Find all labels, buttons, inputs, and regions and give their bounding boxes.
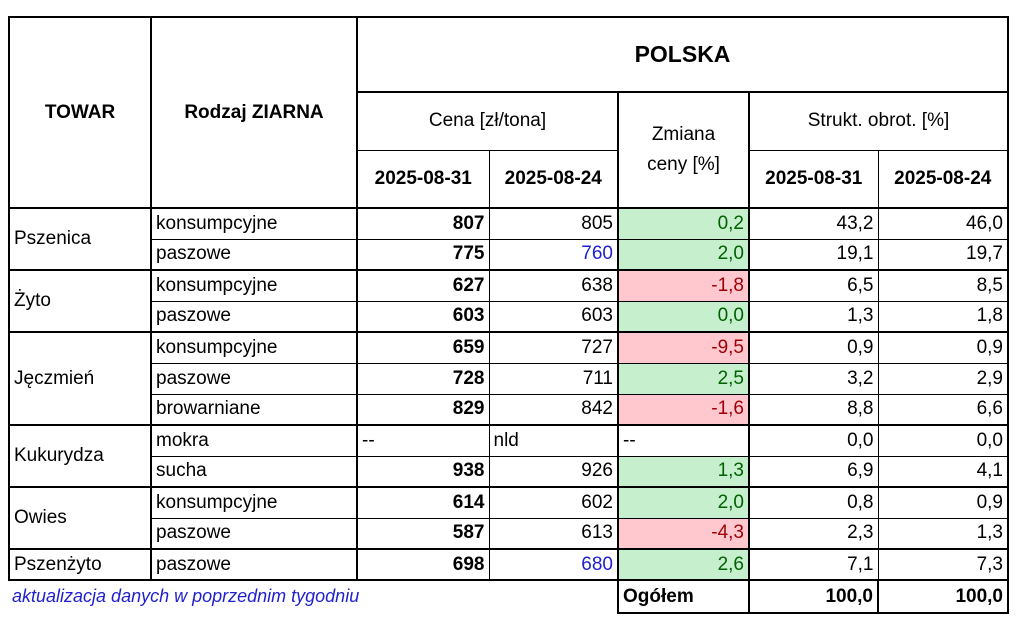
- towar-cell: Jęczmień: [9, 332, 151, 425]
- zmiana-cell: 0,0: [618, 301, 749, 332]
- zmiana-cell: 0,2: [618, 208, 749, 239]
- strukt-previous-cell: 46,0: [878, 208, 1008, 239]
- table-row: [9, 208, 1008, 239]
- cena-previous-cell: 727: [489, 332, 618, 363]
- zmiana-cell: -9,5: [618, 332, 749, 363]
- cena-current-cell: 807: [357, 208, 489, 239]
- total-strukt-current: 100,0: [749, 580, 878, 613]
- strukt-previous-cell: 0,9: [878, 332, 1008, 363]
- header-cena: Cena [zł/tona]: [357, 92, 618, 150]
- cena-current-cell: 775: [357, 239, 489, 270]
- rodzaj-cell: sucha: [151, 456, 357, 487]
- header-zmiana: Zmiana ceny [%]: [618, 92, 749, 208]
- strukt-current-cell: 1,3: [749, 301, 878, 332]
- strukt-current-cell: 2,3: [749, 518, 878, 549]
- table-row: [9, 456, 1008, 487]
- header-date-cena-1: 2025-08-31: [357, 150, 489, 208]
- zmiana-cell: 2,6: [618, 549, 749, 580]
- cena-current-cell: 587: [357, 518, 489, 549]
- strukt-current-cell: 6,5: [749, 270, 878, 301]
- cena-previous-cell: 760: [489, 239, 618, 270]
- cena-previous-cell: nld: [489, 425, 618, 456]
- strukt-previous-cell: 0,9: [878, 487, 1008, 518]
- cena-current-cell: 728: [357, 363, 489, 394]
- strukt-current-cell: 8,8: [749, 394, 878, 425]
- cena-previous-cell: 842: [489, 394, 618, 425]
- header-date-cena-2: 2025-08-24: [489, 150, 618, 208]
- towar-cell: Pszenżyto: [9, 549, 151, 580]
- cena-previous-cell: 613: [489, 518, 618, 549]
- strukt-previous-cell: 2,9: [878, 363, 1008, 394]
- strukt-current-cell: 6,9: [749, 456, 878, 487]
- cena-current-cell: 659: [357, 332, 489, 363]
- rodzaj-cell: browarniane: [151, 394, 357, 425]
- rodzaj-cell: konsumpcyjne: [151, 208, 357, 239]
- strukt-current-cell: 0,8: [749, 487, 878, 518]
- table-row: [9, 239, 1008, 270]
- strukt-current-cell: 0,0: [749, 425, 878, 456]
- strukt-previous-cell: 4,1: [878, 456, 1008, 487]
- cena-previous-cell: 805: [489, 208, 618, 239]
- cena-previous-cell: 602: [489, 487, 618, 518]
- header-date-strukt-2: 2025-08-24: [878, 150, 1008, 208]
- strukt-previous-cell: 0,0: [878, 425, 1008, 456]
- header-rodzaj: Rodzaj ZIARNA: [151, 17, 357, 208]
- strukt-previous-cell: 6,6: [878, 394, 1008, 425]
- strukt-current-cell: 19,1: [749, 239, 878, 270]
- table-row: [9, 549, 1008, 580]
- cena-previous-cell: 926: [489, 456, 618, 487]
- zmiana-cell: -4,3: [618, 518, 749, 549]
- cena-previous-cell: 680: [489, 549, 618, 580]
- towar-cell: Kukurydza: [9, 425, 151, 487]
- total-label: Ogółem: [618, 580, 749, 613]
- rodzaj-cell: paszowe: [151, 301, 357, 332]
- table-row: [9, 518, 1008, 549]
- table-row: [9, 363, 1008, 394]
- rodzaj-cell: paszowe: [151, 363, 357, 394]
- table-row: [9, 332, 1008, 363]
- rodzaj-cell: konsumpcyjne: [151, 332, 357, 363]
- strukt-previous-cell: 1,8: [878, 301, 1008, 332]
- cena-current-cell: 614: [357, 487, 489, 518]
- rodzaj-cell: konsumpcyjne: [151, 270, 357, 301]
- update-note: aktualizacja danych w poprzednim tygodniu: [12, 586, 360, 606]
- cena-previous-cell: 711: [489, 363, 618, 394]
- cena-current-cell: 603: [357, 301, 489, 332]
- cena-current-cell: 698: [357, 549, 489, 580]
- zmiana-cell: 2,0: [618, 239, 749, 270]
- strukt-current-cell: 7,1: [749, 549, 878, 580]
- header-towar: TOWAR: [9, 17, 151, 208]
- table-row: [9, 270, 1008, 301]
- rodzaj-cell: paszowe: [151, 518, 357, 549]
- rodzaj-cell: konsumpcyjne: [151, 487, 357, 518]
- rodzaj-cell: paszowe: [151, 549, 357, 580]
- strukt-previous-cell: 1,3: [878, 518, 1008, 549]
- cena-current-cell: 938: [357, 456, 489, 487]
- table-row: [9, 425, 1008, 456]
- table-row: [9, 394, 1008, 425]
- strukt-current-cell: 3,2: [749, 363, 878, 394]
- zmiana-cell: --: [618, 425, 749, 456]
- rodzaj-cell: mokra: [151, 425, 357, 456]
- header-date-strukt-1: 2025-08-31: [749, 150, 878, 208]
- towar-cell: Żyto: [9, 270, 151, 332]
- table-row: [9, 487, 1008, 518]
- cena-current-cell: 829: [357, 394, 489, 425]
- total-strukt-previous: 100,0: [878, 580, 1008, 613]
- cena-previous-cell: 603: [489, 301, 618, 332]
- towar-cell: Owies: [9, 487, 151, 549]
- table-row: [9, 301, 1008, 332]
- cena-current-cell: --: [357, 425, 489, 456]
- strukt-previous-cell: 7,3: [878, 549, 1008, 580]
- towar-cell: Pszenica: [9, 208, 151, 270]
- zmiana-cell: 1,3: [618, 456, 749, 487]
- strukt-current-cell: 0,9: [749, 332, 878, 363]
- zmiana-cell: -1,6: [618, 394, 749, 425]
- strukt-previous-cell: 19,7: [878, 239, 1008, 270]
- price-table: [8, 16, 1009, 614]
- cena-previous-cell: 638: [489, 270, 618, 301]
- header-region: POLSKA: [357, 17, 1008, 92]
- zmiana-cell: 2,5: [618, 363, 749, 394]
- cena-current-cell: 627: [357, 270, 489, 301]
- zmiana-cell: -1,8: [618, 270, 749, 301]
- rodzaj-cell: paszowe: [151, 239, 357, 270]
- header-strukt: Strukt. obrot. [%]: [749, 92, 1008, 150]
- table-body: [9, 208, 1008, 613]
- strukt-previous-cell: 8,5: [878, 270, 1008, 301]
- zmiana-cell: 2,0: [618, 487, 749, 518]
- strukt-current-cell: 43,2: [749, 208, 878, 239]
